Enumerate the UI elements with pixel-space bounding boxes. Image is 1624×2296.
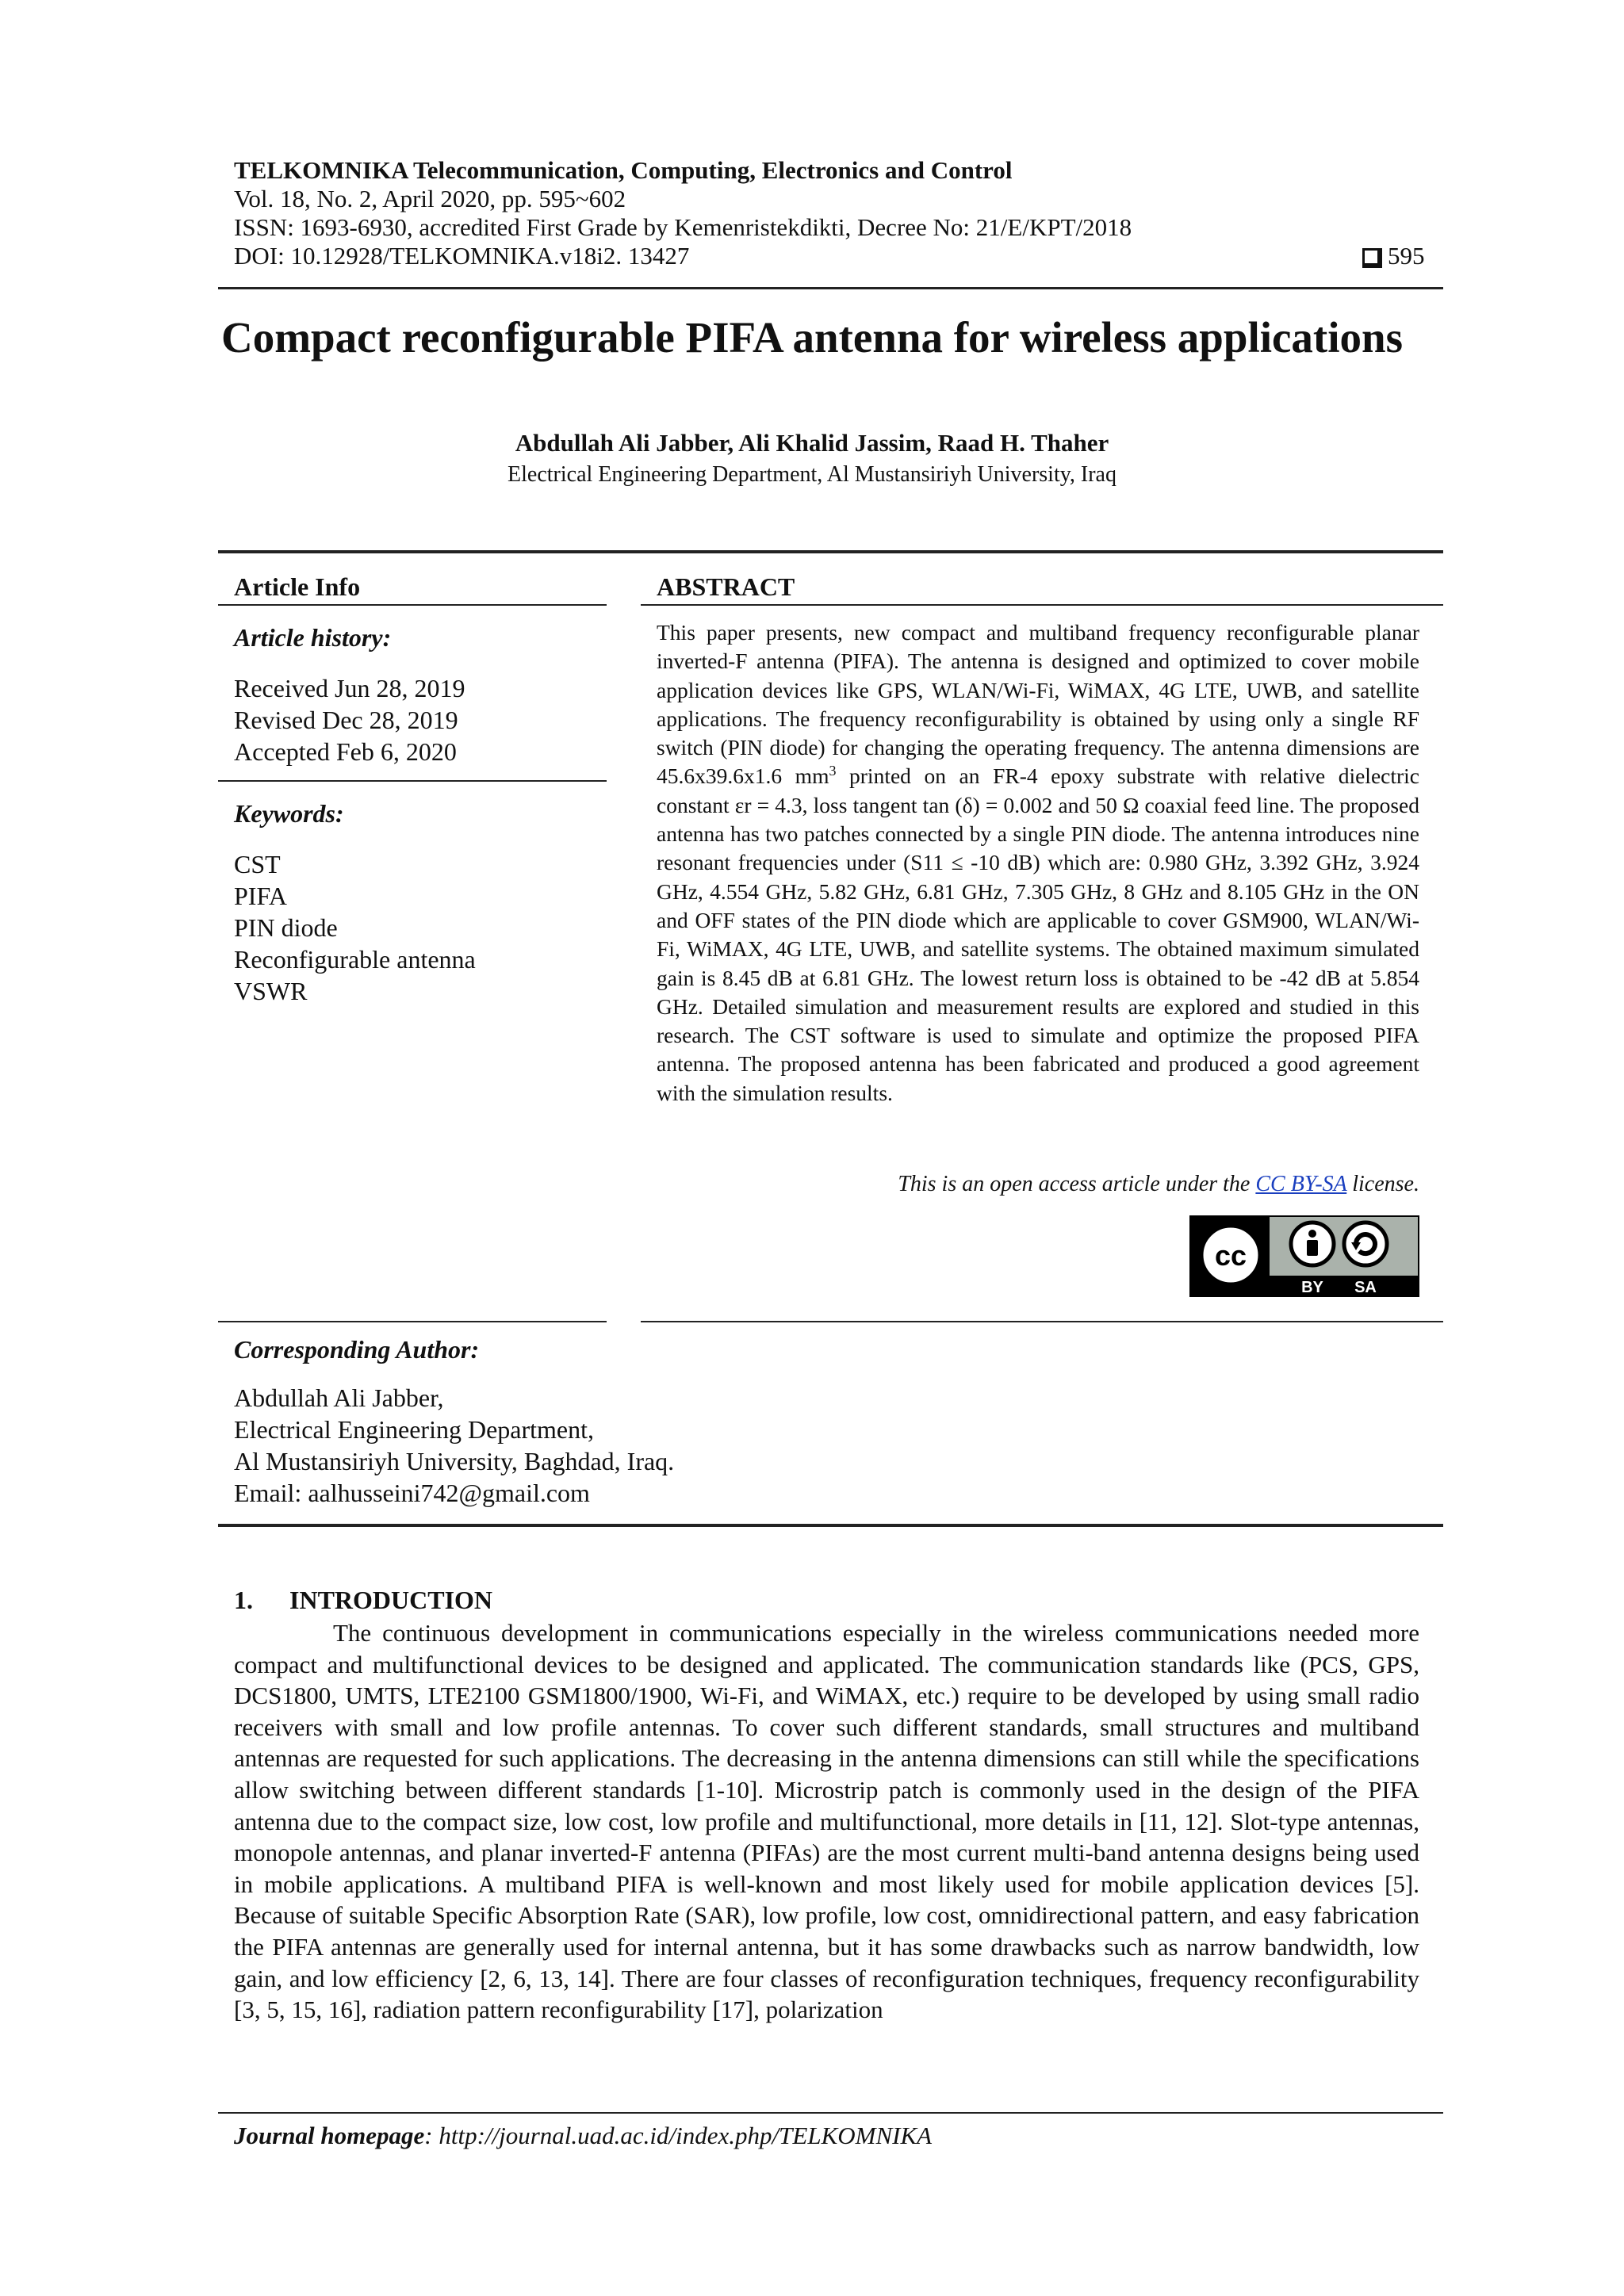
header-rule xyxy=(218,287,1443,289)
abstract-rule xyxy=(641,604,1443,606)
abstract-text-part1: This paper presents, new compact and multiband frequency reconfigurable planar inverted-F antenna (PIFA). The antenna is designed and optimized to cover mobile application devices like GPS, WLAN/Wi-Fi, WiMAX, 4G LTE, UWB, and satellite applications. The frequency reconfigurability is obtained by using only a single RF switch (PIN diode) for changing the operating frequency. The antenna dimensions are 45.6x39.6x1.6 mm xyxy=(657,620,1419,789)
keyword-item: VSWR xyxy=(234,977,308,1005)
journal-homepage xyxy=(234,2122,932,2150)
license-link[interactable]: CC BY-SA xyxy=(1255,1172,1347,1196)
license-suffix: license. xyxy=(1346,1172,1419,1196)
page-number-text: 595 xyxy=(1388,242,1425,270)
keyword-item: PIFA xyxy=(234,882,287,910)
abstract-text xyxy=(657,618,1419,1108)
volume-line: Vol. 18, No. 2, April 2020, pp. 595~602 xyxy=(234,185,626,212)
info-bottom-rule xyxy=(218,1524,1443,1527)
keyword-item: PIN diode xyxy=(234,913,338,942)
svg-text:cc: cc xyxy=(1214,1239,1247,1272)
paper-title: Compact reconfigurable PIFA antenna for wireless applications xyxy=(220,313,1404,362)
intro-title: INTRODUCTION xyxy=(289,1586,493,1614)
abstract-heading: ABSTRACT xyxy=(657,572,795,601)
history-heading: Article history: xyxy=(234,623,392,652)
intro-body xyxy=(234,1617,1419,2026)
homepage-url[interactable]: : http://journal.uad.ac.id/index.php/TELKOMNIKA xyxy=(424,2122,933,2149)
page-number xyxy=(1362,243,1425,269)
affiliation: Electrical Engineering Department, Al Mustansiriyh University, Iraq xyxy=(508,462,1116,487)
keyword-item: Reconfigurable antenna xyxy=(234,945,476,974)
accepted-date: Accepted Feb 6, 2020 xyxy=(234,737,457,766)
author-email: Email: aalhusseini742@gmail.com xyxy=(234,1479,590,1507)
article-info-heading: Article Info xyxy=(234,572,361,601)
license-prefix: This is an open access article under the xyxy=(898,1172,1256,1196)
intro-heading xyxy=(234,1586,492,1615)
abstract-superscript: 3 xyxy=(829,763,837,779)
doi-line: DOI: 10.12928/TELKOMNIKA.v18i2. 13427 xyxy=(234,242,690,270)
intro-paragraph: The continuous development in communications especially in the wireless communications needed more compact and multifunctional devices to be designed and applicated. The communication standards like (PCS, GPS, DCS1800, UMTS, LTE2100 GSM1800/1900, Wi-Fi, and WiMAX, etc.) require to be developed by using small radio receivers with small and low profile antennas. To cover such different standards, small structures and multiband antennas are requested for such applications. The decreasing in the antenna dimensions can still while the specifications allow switching between different standards [1-10]. Microstrip patch is commonly used in the design of the PIFA antenna due to the compact size, low cost, low profile and multifunctional, more details in [11, 12]. Slot-type antennas, monopole antennas, and planar inverted-F antenna (PIFAs) are the most current multi-band antenna designs being used in mobile applications. A multiband PIFA is well-known and most likely used for mobile application devices [5]. Because of suitable Specific Absorption Rate (SAR), low profile, low cost, omnidirectional pattern, and easy fabrication the PIFA antennas are generally used for internal antenna, but it has some drawbacks such as narrow bandwidth, low gain, and low efficiency [2, 6, 13, 14]. There are four classes of reconfiguration techniques, frequency reconfigurability [3, 5, 15, 16], radiation pattern reconfigurability [17], polarization xyxy=(234,1619,1419,2024)
cc-by-sa-badge[interactable] xyxy=(1189,1215,1419,1297)
corresponding-author-heading: Corresponding Author: xyxy=(234,1335,480,1364)
footer-rule xyxy=(218,2112,1443,2114)
keywords-bottom-rule xyxy=(218,1321,607,1322)
history-rule xyxy=(218,780,607,782)
keywords-heading: Keywords: xyxy=(234,799,344,828)
page-box-icon xyxy=(1362,248,1380,266)
badge-sa-label: SA xyxy=(1354,1279,1377,1296)
journal-name: TELKOMNIKA Telecommunication, Computing, Electronics and Control xyxy=(234,156,1013,184)
badge-by-label: BY xyxy=(1301,1279,1323,1296)
issn-line: ISSN: 1693-6930, accredited First Grade by Kemenristekdikti, Decree No: 21/E/KPT/2018 xyxy=(234,213,1132,241)
article-info-rule xyxy=(218,604,607,606)
cc-badge-icon xyxy=(1189,1215,1419,1297)
homepage-label: Journal homepage xyxy=(234,2122,425,2149)
info-top-rule xyxy=(218,550,1443,553)
intro-number: 1. xyxy=(234,1586,253,1614)
abstract-bottom-rule xyxy=(641,1321,1443,1322)
license-line xyxy=(657,1172,1419,1197)
abstract-text-part2: printed on an FR-4 epoxy substrate with relative dielectric constant εr = 4.3, loss tangent tan (δ) = 0.002 and 50 Ω coaxial feed line. The proposed antenna has two patches connected by a single PIN diode. The antenna introduces nine resonant frequencies under (S11 ≤ -10 dB) which are: 0.980 GHz, 3.392 GHz, 3.924 GHz, 4.554 GHz, 5.82 GHz, 6.81 GHz, 7.305 GHz, 8 GHz and 8.105 GHz in the ON and OFF states of the PIN diode which are applicable to cover GSM900, WLAN/Wi-Fi, WiMAX, 4G LTE, UWB, and satellite systems. The obtained maximum simulated gain is 8.45 dB at 6.81 GHz. The lowest return loss is obtained to be -42 dB at 5.854 GHz. Detailed simulation and measurement results are explored and studied in this research. The CST software is used to simulate and optimize the proposed PIFA antenna. The proposed antenna has been fabricated and produced a good agreement with the simulation results. xyxy=(657,763,1420,1105)
keyword-item: CST xyxy=(234,850,281,878)
authors: Abdullah Ali Jabber, Ali Khalid Jassim, Raad H. Thaher xyxy=(515,429,1109,457)
revised-date: Revised Dec 28, 2019 xyxy=(234,706,458,734)
received-date: Received Jun 28, 2019 xyxy=(234,674,465,702)
author-department: Electrical Engineering Department, xyxy=(234,1415,595,1444)
author-university: Al Mustansiriyh University, Baghdad, Iraq. xyxy=(234,1447,675,1475)
author-name: Abdullah Ali Jabber, xyxy=(234,1383,444,1412)
